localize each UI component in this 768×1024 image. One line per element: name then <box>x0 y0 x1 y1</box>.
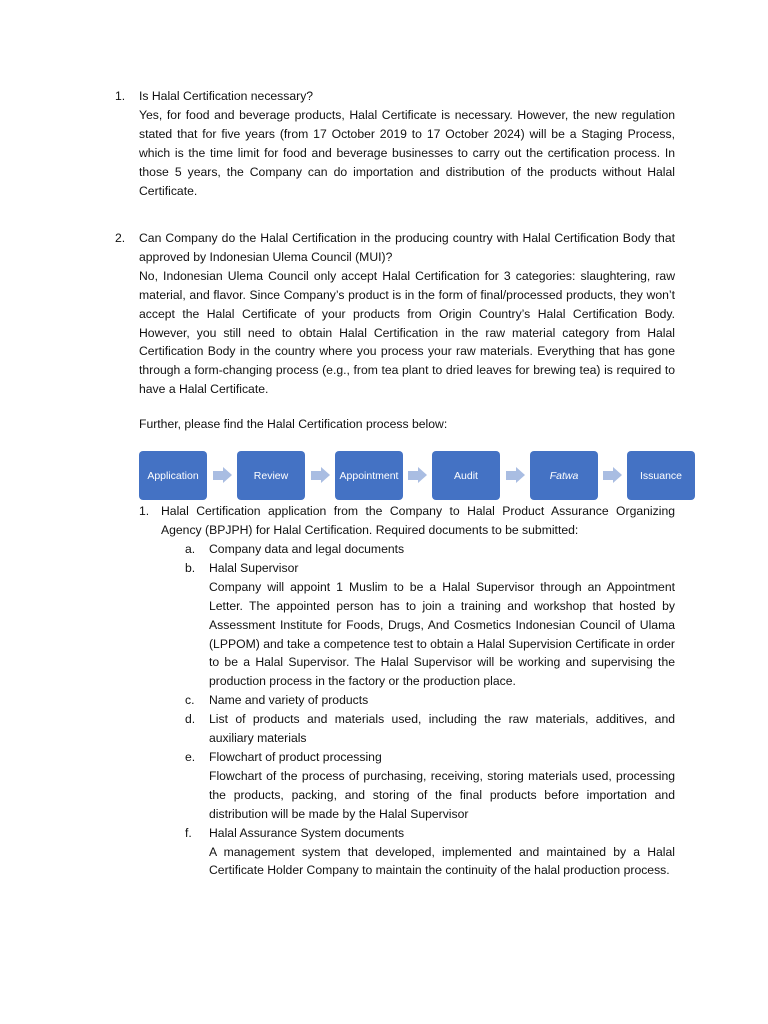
flow-step-issuance: Issuance <box>627 451 695 500</box>
faq-question: Is Halal Certification necessary? <box>139 89 314 103</box>
faq-item-2 <box>115 229 675 399</box>
list-item: a. Company data and legal documents <box>185 540 675 559</box>
faq-number: 1. <box>115 89 126 103</box>
process-flowchart <box>139 451 699 501</box>
list-item: c. Name and variety of products <box>185 691 675 710</box>
process-intro: Further, please find the Halal Certification process below: <box>139 417 448 431</box>
item-title: Company data and legal documents <box>209 542 405 556</box>
item-title: Halal Assurance System documents <box>209 825 405 840</box>
item-title: List of products and materials used, including the raw materials, additives, and auxiliary materials <box>209 712 675 746</box>
item-title: Flowchart of product processing <box>209 749 382 764</box>
faq-answer: Yes, for food and beverage products, Halal Certificate is necessary. However, the new regulation stated that for five years (from 17 October 2019 to 17 October 2024) will be a Staging Process, which is the time limit for food and beverage businesses to carry out the certification process. In those 5 years, the Company can do importation and distribution of the products without Halal Certificate. <box>139 107 675 198</box>
faq-question: Can Company do the Halal Certification in the producing country with Halal Certification Body that approved by Indonesian Ulema Council (MUI)? <box>139 231 675 264</box>
item-description: Flowchart of the process of purchasing, receiving, storing materials used, processing the products, packing, and storing of the final products before importation and distribution will be made by the Halal Supervisor <box>209 768 675 821</box>
list-item: e. Flowchart of product processing Flowchart of the process of purchasing, receiving, storing materials used, processing the products, packing, and storing of the final products before importation and distribution will be made by the Halal Supervisor <box>185 748 675 824</box>
step-number: 1. <box>139 504 150 518</box>
process-step-1 <box>139 502 675 540</box>
faq-number: 2. <box>115 231 126 245</box>
item-description: Company will appoint 1 Muslim to be a Halal Supervisor through an Appointment Letter. The appointed person has to join a training and workshop that hosted by Assessment Institute for Foods, Drugs, And Cosmetics Indonesian Council of Ulama (LPPOM) and take a competence test to obtain a Halal Supervision Certificate in order to be a Halal Supervisor. The Halal Supervisor will be working and supervising the production process in the factory or the production place. <box>209 579 675 689</box>
step-text: Halal Certification application from the Company to Halal Product Assurance Organizing Agency (BPJPH) for Halal Certification. Required documents to be submitted: <box>161 504 675 537</box>
faq-item-1 <box>115 87 675 200</box>
list-item: b. Halal Supervisor Company will appoint 1 Muslim to be a Halal Supervisor through an Appointment Letter. The appointed person has to join a training and workshop that hosted by Assessment Institute for Foods, Drugs, And Cosmetics Indonesian Council of Ulama (LPPOM) and take a competence test to obtain a Halal Supervision Certificate in order to be a Halal Supervisor. The Halal Supervisor will be working and supervising the production process in the factory or the production place. <box>185 559 675 691</box>
faq-answer: No, Indonesian Ulema Council only accept Halal Certification for 3 categories: slaughtering, raw material, and flavor. Since Company’s product is in the form of final/processed products, they won’t accept the Halal Certificate of your products from Origin Country’s Halal Certification Body. However, you still need to obtain Halal Certification in the raw material category from Halal Certification Body in the country where you process your raw materials. Everything that has gone through a form-changing process (e.g., from tea plant to dried leaves for brewing tea) is required to have a Halal Certificate. <box>139 268 675 397</box>
flow-step-review: Review <box>237 451 305 500</box>
list-item: d. List of products and materials used, including the raw materials, additives, and auxiliary materials <box>185 710 675 748</box>
item-description: A management system that developed, implemented and maintained by a Halal Certificate Holder Company to maintain the continuity of the halal production process. <box>209 844 675 878</box>
flow-step-appointment: Appointment <box>335 451 403 500</box>
flow-step-application: Application <box>139 451 207 500</box>
flow-step-audit: Audit <box>432 451 500 500</box>
required-documents-list <box>185 540 675 880</box>
item-title: Halal Supervisor <box>209 560 299 575</box>
item-title: Name and variety of products <box>209 693 369 708</box>
list-item: f. Halal Assurance System documents A management system that developed, implemented and maintained by a Halal Certificate Holder Company to maintain the continuity of the halal production process. <box>185 824 675 881</box>
flow-step-fatwa: Fatwa <box>530 451 598 500</box>
